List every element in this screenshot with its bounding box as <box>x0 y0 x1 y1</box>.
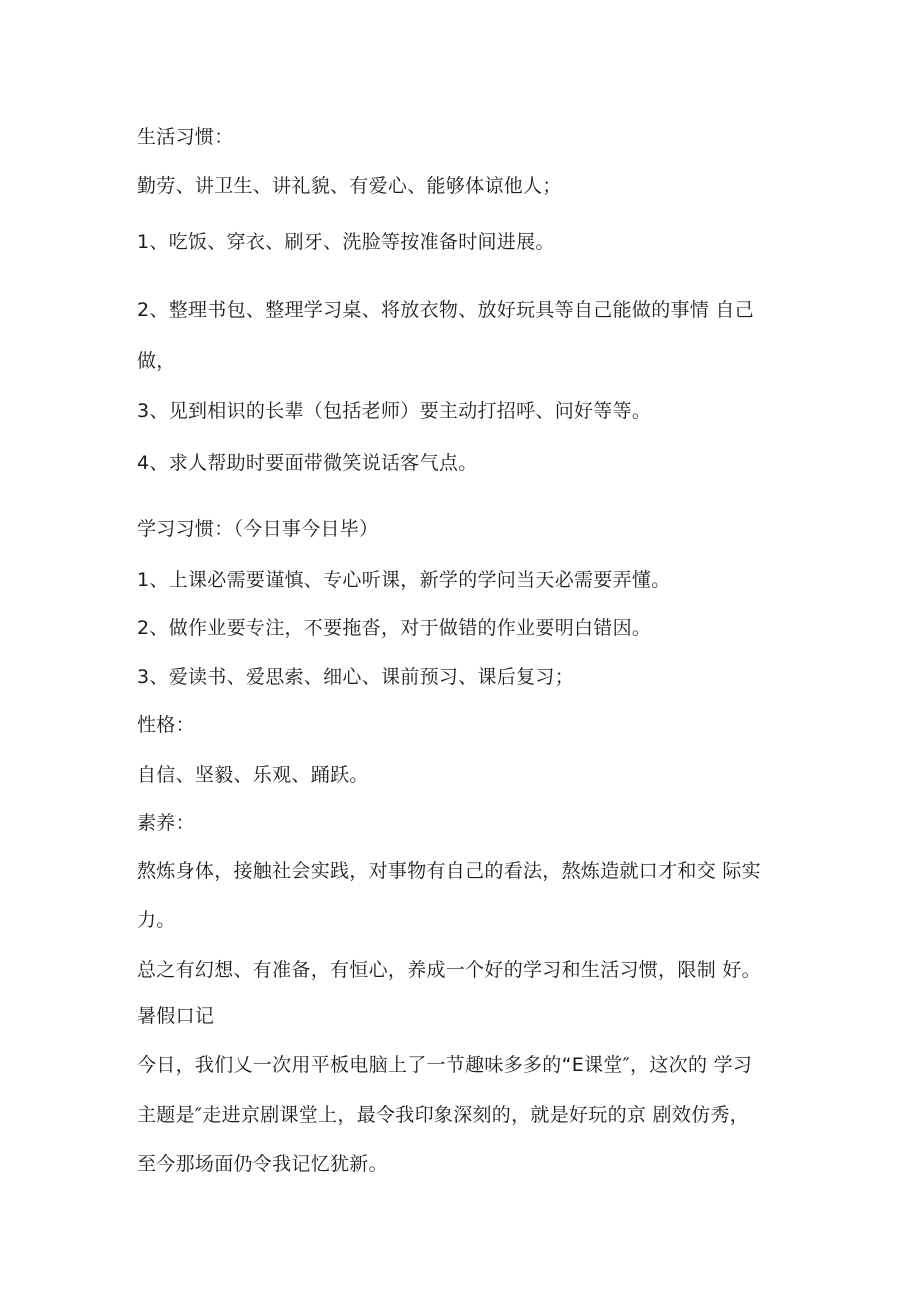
list-item: 4、求人帮助时要面带微笑说话客气点。 <box>137 452 478 474</box>
list-item: 3、见到相识的长辈（包括老师）要主动打招呼、问好等等。 <box>137 400 652 422</box>
text-line: 熬炼身体，接触社会实践，对事物有自己的看法，熬炼造就口才和交 际实 <box>137 860 761 882</box>
text-line: 今日，我们乂一次用平板电脑上了一节趣味多多的“E课堂″，这次的 学习 <box>137 1054 753 1076</box>
text-line: 至今那场面仍令我记忆犹新。 <box>137 1153 388 1175</box>
list-item: 2、做作业要专注，不要拖沓，对于做错的作业要明白错因。 <box>137 617 652 639</box>
text-line: 主题是″走进京剧课堂上，最令我印象深刻的，就是好玩的京 剧效仿秀， <box>137 1104 750 1126</box>
section-heading-study: 学习习惯：（今日事今日毕） <box>137 518 379 540</box>
text-line: 勤劳、讲卫生、讲礼貌、有爱心、能够体谅他人； <box>137 175 562 197</box>
text-line: 总之有幻想、有准备，有恒心，养成一个好的学习和生活习惯，限制 好。 <box>137 959 761 981</box>
section-heading-quality: 素养： <box>137 812 195 834</box>
section-heading-habits: 生活习惯： <box>137 126 234 148</box>
section-heading-diary: 暑假口记 <box>137 1005 215 1027</box>
text-line: 力。 <box>137 909 176 931</box>
list-item: 1、吃饭、穿衣、刷牙、洗脸等按准备时间进展。 <box>137 231 555 253</box>
text-line: 做， <box>137 350 176 372</box>
text-line: 自信、坚毅、乐观、踊跃。 <box>137 764 369 786</box>
list-item: 2、整理书包、整理学习桌、将放衣物、放好玩具等自己能做的事情 自己 <box>137 299 755 321</box>
list-item: 3、爱读书、爱思索、细心、课前预习、课后复习； <box>137 666 574 688</box>
list-item: 1、上课必需要谨慎、专心听课，新学的学问当天必需要弄懂。 <box>137 569 671 591</box>
section-heading-character: 性格： <box>137 714 195 736</box>
